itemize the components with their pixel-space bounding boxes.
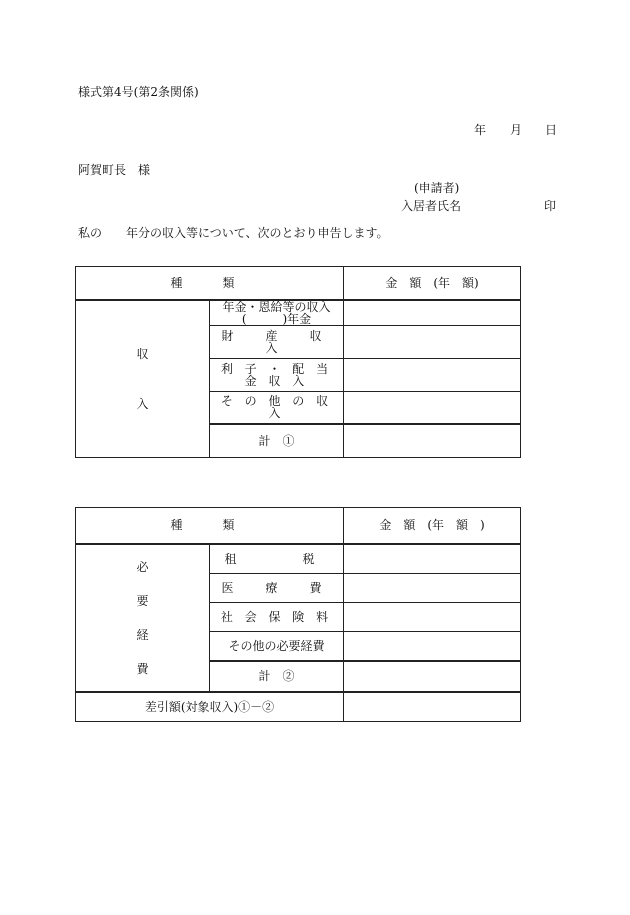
expense-amount-other[interactable]	[344, 632, 521, 661]
statement: 私の 年分の収入等について、次のとおり申告します。	[78, 226, 389, 240]
expense-row-social-insurance: 社 会 保 険 料	[210, 603, 344, 632]
expense-amount-tax[interactable]	[344, 544, 521, 574]
expense-header-type: 種 類	[76, 508, 344, 544]
income-row-interest: 利 子 ・ 配 当 金 収 入	[210, 358, 344, 391]
income-amount-pension[interactable]	[344, 300, 521, 326]
table-row	[76, 692, 521, 722]
income-header-amount: 金 額 (年 額)	[344, 267, 521, 300]
income-side-char-2: 入	[136, 396, 149, 411]
income-amount-other[interactable]	[344, 391, 521, 424]
income-side-char-1: 収	[136, 346, 149, 361]
expense-header-amount: 金 額 (年 額 )	[344, 508, 521, 544]
table-row	[76, 544, 521, 574]
income-amount-interest[interactable]	[344, 358, 521, 391]
income-header-type: 種 類	[76, 267, 344, 300]
expense-side-char-2: 要	[136, 593, 149, 608]
difference-amount[interactable]	[344, 692, 521, 722]
expense-row-other: その他の必要経費	[210, 632, 344, 661]
expense-amount-social-insurance[interactable]	[344, 603, 521, 632]
form-number: 様式第4号(第2条関係)	[78, 85, 199, 99]
income-row-property: 財 産 収 入	[210, 325, 344, 358]
expense-side-char-4: 費	[136, 661, 149, 676]
addressee: 阿賀町長 様	[78, 163, 151, 177]
income-amount-property[interactable]	[344, 325, 521, 358]
income-row-other: そ の 他 の 収 入	[210, 391, 344, 424]
date-day: 日	[545, 123, 558, 137]
expense-amount-medical[interactable]	[344, 574, 521, 603]
income-total-amount[interactable]	[344, 424, 521, 457]
expense-total-amount[interactable]	[344, 661, 521, 692]
applicant-label: (申請者)	[414, 181, 460, 195]
expense-row-tax: 租 税	[210, 544, 344, 574]
expense-side-label	[76, 544, 210, 692]
expense-side-char-3: 経	[136, 627, 149, 642]
income-table	[75, 266, 521, 458]
seal-mark: 印	[544, 199, 557, 213]
table-row	[76, 300, 521, 326]
expense-total-label: 計 ②	[210, 661, 344, 692]
income-header-row	[76, 267, 521, 300]
date-month: 月	[510, 123, 523, 137]
income-row-pension: 年金・恩給等の収入( )年金	[210, 300, 344, 326]
income-side-label	[76, 300, 210, 458]
date-year: 年	[474, 123, 487, 137]
expense-side-char-1: 必	[136, 559, 149, 574]
expense-row-medical: 医 療 費	[210, 574, 344, 603]
difference-label: 差引額(対象収入)①－②	[76, 692, 344, 722]
income-total-label: 計 ①	[210, 424, 344, 457]
name-label: 入居者氏名	[401, 199, 462, 213]
expense-table	[75, 507, 521, 722]
expense-header-row	[76, 508, 521, 544]
